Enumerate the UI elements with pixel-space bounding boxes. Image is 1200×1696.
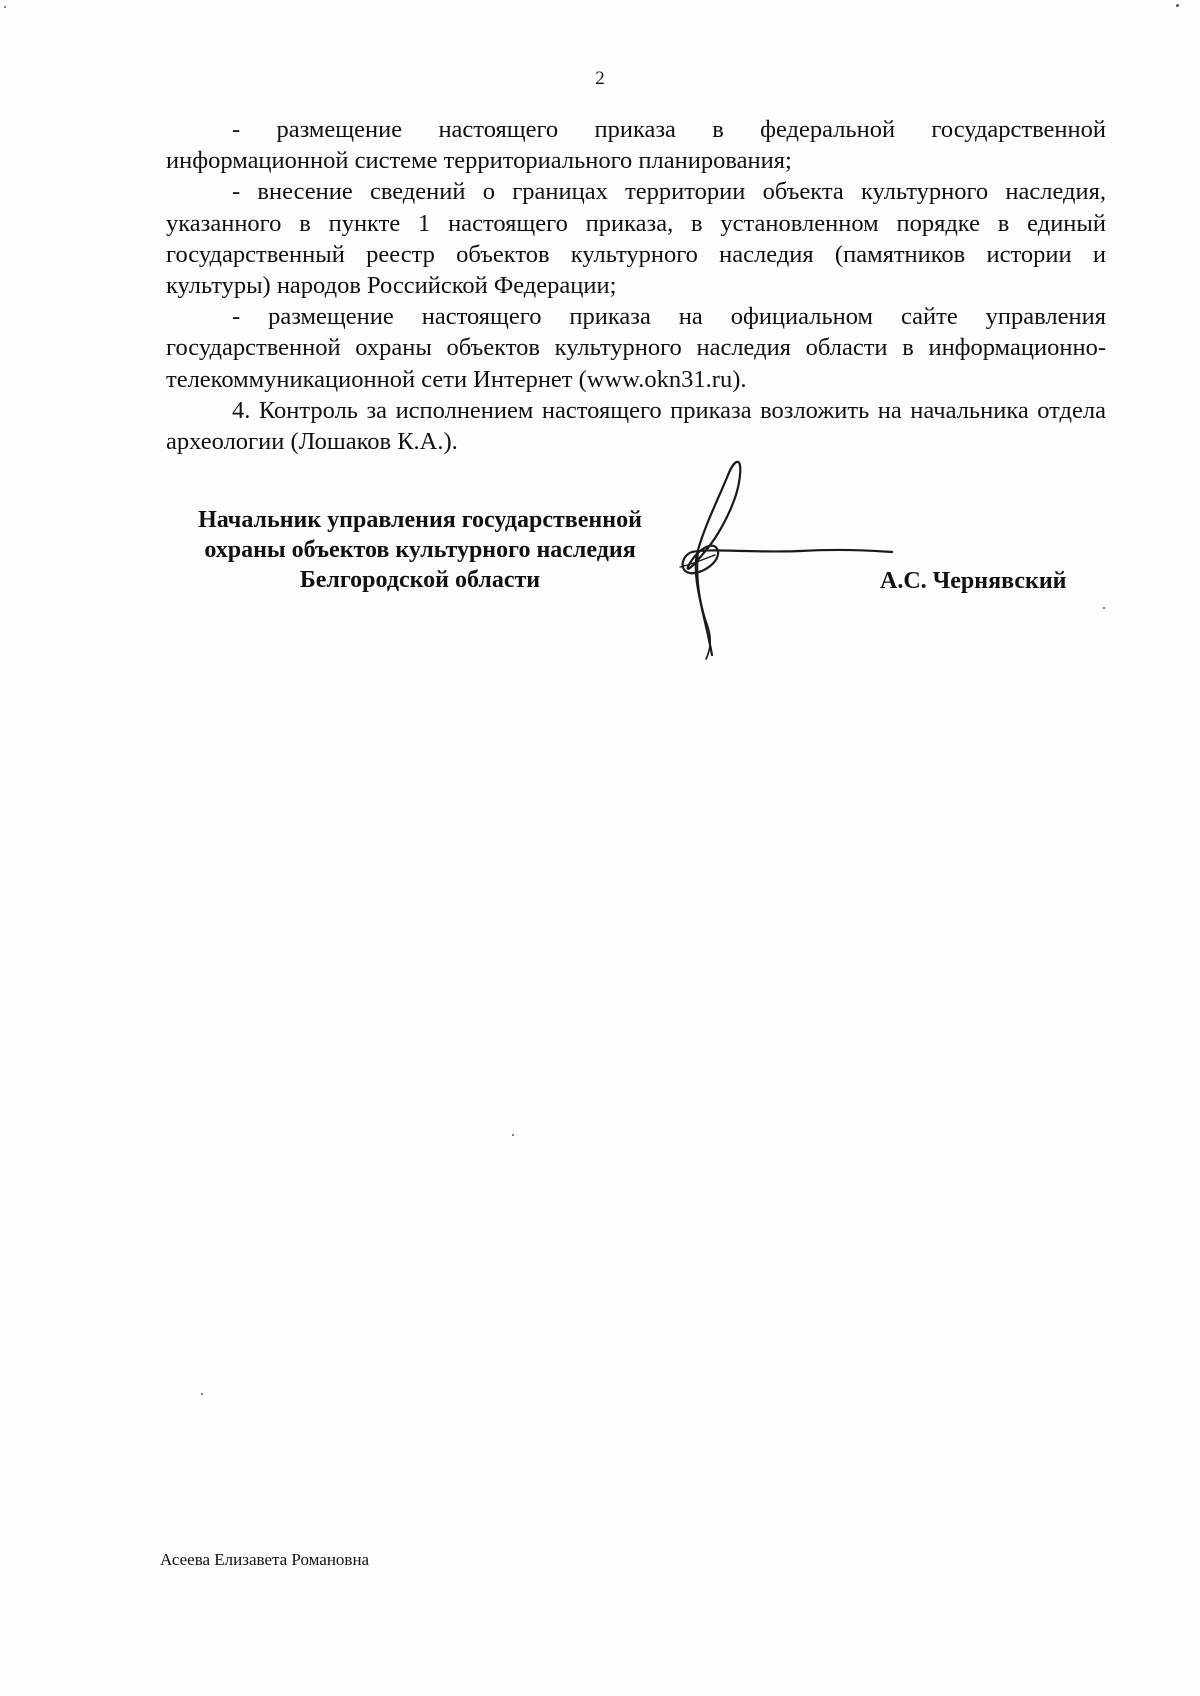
executor-name: Асеева Елизавета Романовна (160, 1550, 370, 1569)
document-body (166, 114, 1106, 457)
scan-speck (4, 6, 6, 8)
scan-speck (512, 1134, 514, 1136)
signatory-position-line: Начальник управления государственной (198, 507, 642, 533)
signatory-position-line: охраны объектов культурного наследия (204, 537, 636, 563)
page-number: 2 (595, 68, 605, 89)
paragraph-fgis-placement: - размещение настоящего приказа в федеральной государственной информационной системе территориального планирования; (166, 116, 1106, 175)
paragraph-control-clause: 4. Контроль за исполнением настоящего приказа возложить на начальника отдела археологии (Лошаков К.А.). (166, 396, 1106, 456)
scan-speck (1176, 4, 1179, 7)
signatory-position-line: Белгородской области (299, 567, 541, 593)
handwritten-signature (660, 455, 900, 665)
paragraph-registry-entry: - внесение сведений о границах территории объекта культурного наследия, указанного в пункте 1 настоящего приказа, в установленном порядке в единый государственный реестр объектов культурного наследия (памятников истории и культуры) народов Российской Федерации; (166, 178, 1106, 300)
signatory-position (160, 505, 680, 595)
paragraph-website-placement: - размещение настоящего приказа на официальном сайте управления государственной охраны объектов культурного наследия области в информационно-телекоммуникационной сети Интернет (www.okn31.ru). (166, 303, 1106, 393)
scan-speck (1103, 607, 1105, 609)
signatory-name: А.С. Чернявский (880, 568, 1067, 594)
scan-speck (201, 1393, 203, 1395)
